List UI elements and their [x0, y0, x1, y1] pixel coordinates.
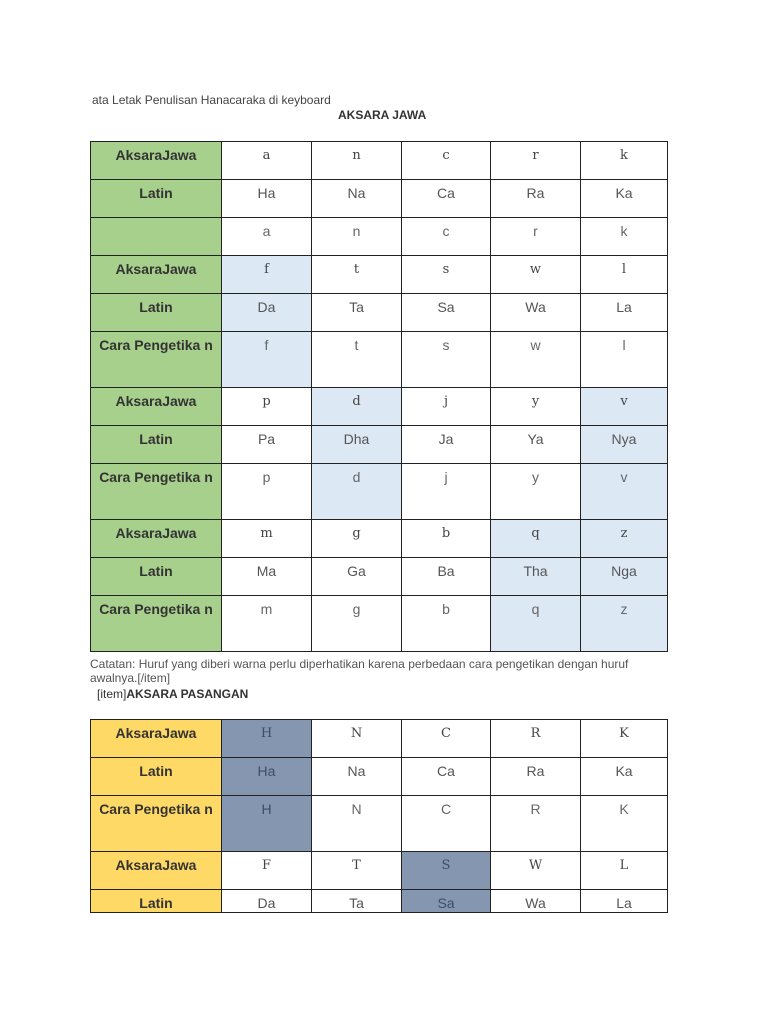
row-label: AksaraJawa: [115, 525, 197, 541]
table-cell: [312, 388, 402, 426]
aksara-jawa-glyph: l: [621, 262, 627, 277]
table-cell: [222, 256, 312, 294]
latin-text: Ka: [615, 185, 633, 201]
keyboard-key-text: d: [352, 469, 361, 485]
aksara-jawa-glyph: g: [352, 526, 361, 541]
keyboard-key-text: R: [530, 801, 541, 817]
aksara-jawa-glyph: y: [531, 394, 540, 409]
latin-text: Ra: [526, 185, 545, 201]
keyboard-key-text: n: [352, 223, 361, 239]
table-row: [91, 218, 668, 256]
aksara-jawa-glyph: c: [442, 148, 450, 163]
aksara-jawa-glyph: k: [620, 148, 628, 163]
keyboard-key-text: k: [620, 223, 628, 239]
row-label: Cara Pengetika n: [99, 337, 213, 353]
latin-text: Ha: [257, 185, 276, 201]
row-label: AksaraJawa: [115, 725, 197, 741]
keyboard-key-text: y: [532, 469, 539, 485]
table-cell: [581, 180, 668, 218]
table-cell: [402, 332, 491, 388]
aksara-jawa-glyph: t: [353, 262, 360, 277]
table-row: [91, 464, 668, 520]
aksara-jawa-glyph: C: [441, 726, 451, 741]
table-cell: [222, 294, 312, 332]
table-cell: [491, 294, 581, 332]
table-cell: [222, 852, 312, 890]
aksara-jawa-glyph: N: [350, 726, 363, 741]
aksara-jawa-glyph: W: [528, 858, 543, 873]
row-label: Latin: [139, 431, 173, 447]
aksara-jawa-glyph: a: [262, 148, 271, 163]
table-cell: [222, 388, 312, 426]
table-cell: [581, 294, 668, 332]
table-cell: [222, 426, 312, 464]
table-cell: [222, 464, 312, 520]
row-label: AksaraJawa: [115, 261, 197, 277]
row-label-cell: [91, 520, 222, 558]
table-cell: [222, 758, 312, 796]
aksara-jawa-table: [90, 141, 668, 652]
aksara-jawa-glyph: n: [352, 148, 361, 163]
table-cell: [222, 890, 312, 913]
table-row: [91, 426, 668, 464]
intro-text: ata Letak Penulisan Hanacaraka di keyboard: [92, 93, 331, 107]
row-label-cell: [91, 464, 222, 520]
table-cell: [491, 890, 581, 913]
table-cell: [402, 388, 491, 426]
latin-text: Nga: [611, 563, 637, 579]
aksara-jawa-glyph: R: [530, 726, 541, 741]
row-label-cell: [91, 720, 222, 758]
table-row: [91, 142, 668, 180]
table-cell: [581, 720, 668, 758]
row-label: AksaraJawa: [115, 393, 197, 409]
table-cell: [402, 218, 491, 256]
latin-text: Na: [347, 185, 366, 201]
table-cell: [581, 758, 668, 796]
aksara-jawa-glyph: p: [262, 394, 271, 409]
table-cell: [312, 218, 402, 256]
aksara-jawa-glyph: L: [619, 858, 629, 873]
row-label-cell: [91, 796, 222, 852]
table-cell: [222, 558, 312, 596]
table-cell: [581, 388, 668, 426]
latin-text: Ha: [257, 763, 276, 779]
keyboard-key-text: z: [620, 601, 628, 617]
table-row: [91, 596, 668, 652]
keyboard-key-text: b: [442, 601, 450, 617]
table-cell: [402, 758, 491, 796]
keyboard-key-text: v: [620, 469, 628, 485]
table-cell: [581, 796, 668, 852]
table-cell: [222, 520, 312, 558]
table-cell: [491, 142, 581, 180]
row-label: Latin: [139, 763, 173, 779]
keyboard-key-text: H: [261, 801, 272, 817]
keyboard-key-text: c: [442, 223, 450, 239]
table-row: [91, 890, 668, 913]
table-cell: [581, 464, 668, 520]
row-label: AksaraJawa: [115, 857, 197, 873]
table-cell: [222, 796, 312, 852]
table-cell: [491, 520, 581, 558]
table-cell: [581, 558, 668, 596]
table-cell: [581, 332, 668, 388]
table-cell: [491, 558, 581, 596]
row-label-cell: [91, 852, 222, 890]
row-label: Cara Pengetika n: [99, 469, 213, 485]
table-cell: [402, 852, 491, 890]
latin-text: Ca: [437, 185, 455, 201]
table-row: [91, 256, 668, 294]
item-tag: [item]: [97, 687, 127, 701]
table-cell: [491, 758, 581, 796]
table-cell: [312, 464, 402, 520]
latin-text: Wa: [525, 895, 546, 911]
table-cell: [312, 332, 402, 388]
aksara-jawa-glyph: K: [619, 726, 629, 741]
table-row: [91, 520, 668, 558]
row-label: Latin: [139, 563, 173, 579]
aksara-jawa-glyph: H: [260, 726, 273, 741]
section-title-aksara-jawa: AKSARA JAWA: [338, 108, 427, 122]
table-cell: [312, 294, 402, 332]
aksara-jawa-glyph: w: [529, 262, 542, 277]
table-cell: [581, 142, 668, 180]
latin-text: Ya: [527, 431, 544, 447]
table-cell: [491, 796, 581, 852]
keyboard-key-text: j: [444, 469, 448, 485]
table-cell: [312, 758, 402, 796]
table-cell: [581, 218, 668, 256]
table-cell: [402, 596, 491, 652]
table-cell: [581, 520, 668, 558]
latin-text: Ma: [256, 563, 277, 579]
latin-text: Nya: [611, 431, 637, 447]
table-cell: [581, 426, 668, 464]
keyboard-key-text: t: [354, 337, 359, 353]
table-row: [91, 558, 668, 596]
table-cell: [312, 426, 402, 464]
table-cell: [491, 256, 581, 294]
latin-text: Ka: [615, 763, 633, 779]
row-label-cell: [91, 218, 222, 256]
table-row: [91, 388, 668, 426]
table-cell: [312, 256, 402, 294]
latin-text: Ta: [349, 299, 364, 315]
row-label: Latin: [139, 299, 173, 315]
aksara-jawa-glyph: r: [532, 148, 539, 163]
aksara-jawa-glyph: f: [264, 262, 269, 277]
row-label-cell: [91, 758, 222, 796]
keyboard-key-text: l: [622, 337, 626, 353]
table-cell: [312, 180, 402, 218]
table-cell: [491, 388, 581, 426]
table-row: [91, 180, 668, 218]
aksara-pasangan-table: [90, 719, 668, 913]
keyboard-key-text: w: [530, 337, 541, 353]
latin-text: Sa: [437, 299, 455, 315]
table-cell: [402, 294, 491, 332]
table-cell: [581, 852, 668, 890]
section-title-aksara-pasangan: [97, 687, 248, 701]
latin-text: La: [616, 299, 632, 315]
table-cell: [491, 426, 581, 464]
row-label-cell: [91, 256, 222, 294]
note-text: Catatan: Huruf yang diberi warna perlu diperhatikan karena perbedaan cara pengetikan dengan huruf awalnya.[/item]: [90, 657, 629, 685]
table-row: [91, 758, 668, 796]
table-cell: [222, 720, 312, 758]
row-label: AksaraJawa: [115, 147, 197, 163]
row-label-cell: [91, 142, 222, 180]
table-cell: [402, 520, 491, 558]
latin-text: Pa: [257, 431, 276, 447]
table-cell: [222, 218, 312, 256]
table-cell: [402, 464, 491, 520]
row-label-cell: [91, 890, 222, 913]
row-label-cell: [91, 558, 222, 596]
table-cell: [402, 796, 491, 852]
aksara-jawa-glyph: z: [620, 526, 628, 541]
table-cell: [491, 218, 581, 256]
table-cell: [491, 720, 581, 758]
keyboard-key-text: q: [531, 601, 540, 617]
keyboard-key-text: C: [440, 801, 452, 817]
aksara-jawa-glyph: T: [352, 858, 361, 873]
keyboard-key-text: g: [352, 601, 361, 617]
table-row: [91, 852, 668, 890]
aksara-jawa-glyph: S: [441, 858, 451, 873]
keyboard-key-text: a: [262, 223, 271, 239]
row-label-cell: [91, 294, 222, 332]
row-label: Cara Pengetika n: [99, 601, 213, 617]
table-cell: [491, 332, 581, 388]
table-cell: [312, 520, 402, 558]
row-label: Latin: [139, 895, 173, 911]
aksara-jawa-glyph: j: [443, 394, 449, 409]
table-cell: [491, 180, 581, 218]
keyboard-key-text: N: [351, 801, 362, 817]
table-cell: [312, 720, 402, 758]
row-label: [91, 218, 221, 223]
table-cell: [402, 180, 491, 218]
table-cell: [222, 332, 312, 388]
aksara-jawa-glyph: q: [531, 526, 540, 541]
latin-text: Ga: [347, 563, 366, 579]
latin-text: Ca: [437, 763, 455, 779]
table-cell: [581, 256, 668, 294]
row-label-cell: [91, 596, 222, 652]
aksara-jawa-glyph: d: [352, 394, 361, 409]
table-row: [91, 332, 668, 388]
table-cell: [491, 464, 581, 520]
table-row: [91, 796, 668, 852]
aksara-jawa-glyph: b: [441, 526, 451, 541]
table-row: [91, 720, 668, 758]
aksara-jawa-glyph: m: [260, 526, 273, 541]
table-cell: [491, 596, 581, 652]
table-cell: [312, 852, 402, 890]
row-label: Latin: [139, 185, 173, 201]
table-cell: [402, 256, 491, 294]
table-cell: [222, 142, 312, 180]
aksara-jawa-glyph: s: [442, 262, 450, 277]
table-cell: [402, 558, 491, 596]
latin-text: Da: [257, 895, 276, 911]
table-cell: [581, 596, 668, 652]
latin-text: Ta: [349, 895, 364, 911]
keyboard-key-text: m: [260, 601, 273, 617]
table-cell: [222, 596, 312, 652]
table-cell: [402, 426, 491, 464]
table-row: [91, 294, 668, 332]
table-cell: [312, 796, 402, 852]
latin-text: Na: [347, 763, 366, 779]
table-cell: [312, 558, 402, 596]
latin-text: La: [616, 895, 632, 911]
latin-text: Wa: [525, 299, 546, 315]
latin-text: Da: [257, 299, 276, 315]
keyboard-key-text: p: [262, 469, 271, 485]
aksara-jawa-glyph: F: [261, 858, 272, 873]
table-cell: [312, 596, 402, 652]
table-cell: [491, 852, 581, 890]
latin-text: Sa: [437, 895, 455, 911]
row-label-cell: [91, 180, 222, 218]
table-cell: [402, 142, 491, 180]
table-cell: [402, 720, 491, 758]
row-label: Cara Pengetika n: [99, 801, 213, 817]
latin-text: Tha: [523, 563, 548, 579]
latin-text: Ra: [526, 763, 545, 779]
row-label-cell: [91, 388, 222, 426]
table-cell: [581, 890, 668, 913]
keyboard-key-text: r: [533, 223, 538, 239]
latin-text: Ba: [437, 563, 455, 579]
keyboard-key-text: f: [264, 337, 269, 353]
keyboard-key-text: s: [442, 337, 450, 353]
aksara-jawa-glyph: v: [620, 394, 628, 409]
table-cell: [222, 180, 312, 218]
latin-text: Dha: [343, 431, 370, 447]
section-title-text: AKSARA PASANGAN: [126, 687, 249, 701]
latin-text: Ja: [438, 431, 454, 447]
table-cell: [312, 890, 402, 913]
row-label-cell: [91, 426, 222, 464]
row-label-cell: [91, 332, 222, 388]
table-cell: [402, 890, 491, 913]
table-cell: [312, 142, 402, 180]
keyboard-key-text: K: [619, 801, 629, 817]
